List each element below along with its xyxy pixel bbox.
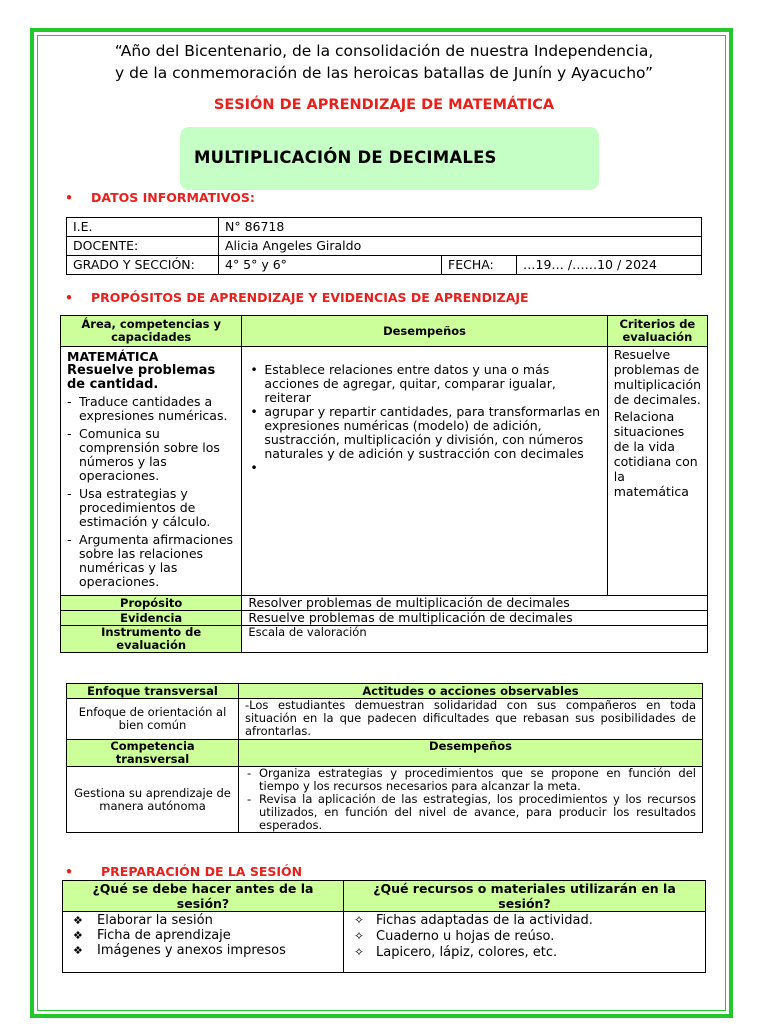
preparacion-heading [65,864,303,879]
col-recursos: ¿Qué recursos o materiales utilizarán en la sesión? [344,881,706,912]
actitud-text: -Los estudiantes demuestran solidaridad con sus compañeros en toda situación en la que padecen dificultades que rebasan sus posibilidades de afrontarlas. [239,699,703,740]
list-item: - Revisa la aplicación de las estrategias, los procedimientos y los recursos utilizados, en función del nivel de avance, para producir los resultados esperados. [245,793,696,832]
ie-label: I.E. [67,218,219,237]
area-name: MATEMÁTICA [67,349,159,364]
list-item: • Establece relaciones entre datos y una o más acciones de agregar, quitar, comparar igualar, reiterar [248,363,600,405]
motto-line-1: “Año del Bicentenario, de la consolidación de nuestra Independencia, [114,42,654,60]
proposito-label: Propósito [61,596,242,611]
criterios-cell [607,347,707,596]
datos-heading [65,190,255,205]
fecha-value: …19… /……10 / 2024 [517,256,702,275]
list-item: - Organiza estrategias y procedimientos que se propone en función del tiempo y los recursos necesarios para alcanzar la meta. [245,767,696,793]
desempenos-list [248,363,600,461]
docente-label: DOCENTE: [67,237,219,256]
list-item: ❖ Elaborar la sesión [69,913,337,928]
col-desempenos: Desempeños [242,316,607,347]
recursos-list [350,913,699,960]
instrumento-value: Escala de valoración [242,626,708,653]
list-item: • agrupar y repartir cantidades, para transformarlas en expresiones numéricas (modelo) de adición, sustracción, multiplicación y división, con números naturales y de adición y sustracción con decimales [248,405,600,461]
fecha-label: FECHA: [442,256,517,275]
list-item: ✧ Fichas adaptadas de la actividad. [350,913,699,928]
preparacion-table [62,880,706,973]
preparacion-heading-text: PREPARACIÓN DE LA SESIÓN [101,864,303,879]
list-item: - Argumenta afirmaciones sobre las relaciones numéricas y las operaciones. [67,533,235,589]
grado-value: 4° 5° y 6° [219,256,442,275]
list-item: ✧ Cuaderno u hojas de reúso. [350,929,699,944]
bullet-icon: • [65,864,73,879]
col-competencia: Competencia transversal [67,740,239,767]
desempenos-cell [242,347,607,596]
list-item: - Comunica su comprensión sobre los números y las operaciones. [67,427,235,483]
competencia-name-t: Gestiona su aprendizaje de manera autónoma [67,767,239,833]
col-criterios: Criterios de evaluación [607,316,707,347]
evidencia-label: Evidencia [61,611,242,626]
motto-line-2: y de la conmemoración de las heroicas batallas de Junín y Ayacucho” [114,64,653,82]
col-antes: ¿Qué se debe hacer antes de la sesión? [63,881,344,912]
area-cell [61,347,242,596]
propositos-heading-text: PROPÓSITOS DE APRENDIZAJE Y EVIDENCIAS DE APRENDIZAJE [91,290,529,305]
proposito-value: Resolver problemas de multiplicación de decimales [242,596,708,611]
datos-table [66,217,702,275]
col-enfoque: Enfoque transversal [67,684,239,699]
criterio-2: Relaciona situaciones de la vida cotidiana con la matemática [613,409,698,499]
list-item: - Usa estrategias y procedimientos de estimación y cálculo. [67,487,235,529]
criterio-1: Resuelve problemas de multiplicación de decimales. [613,347,702,407]
enfoque-name: Enfoque de orientación al bien común [67,699,239,740]
propositos-heading [65,290,529,305]
instrumento-label: Instrumento de evaluación [61,626,242,653]
capacidades-list [67,395,235,589]
enfoque-table [66,683,703,833]
bullet-icon: • [65,290,73,305]
list-item: ❖ Ficha de aprendizaje [69,928,337,943]
col-desempenos-t: Desempeños [239,740,703,767]
desempenos-t-cell [239,767,703,833]
competencia-name: Resuelve problemas de cantidad. [67,363,216,392]
list-item: ❖ Imágenes y anexos impresos [69,943,337,958]
antes-cell [63,912,344,973]
topic-title: MULTIPLICACIÓN DE DECIMALES [194,148,497,167]
col-actitudes: Actitudes o acciones observables [239,684,703,699]
grado-label: GRADO Y SECCIÓN: [67,256,219,275]
list-item: - Traduce cantidades a expresiones numéricas. [67,395,235,423]
antes-list [69,913,337,958]
ie-value: N° 86718 [219,218,702,237]
list-item: ✧ Lapicero, lápiz, colores, etc. [350,945,699,960]
col-area: Área, competencias y capacidades [61,316,242,347]
propositos-table [60,315,708,653]
bullet-icon: • [65,190,73,205]
desempenos-t-list [245,767,696,832]
docente-value: Alicia Angeles Giraldo [219,237,702,256]
recursos-cell [344,912,706,973]
session-title: SESIÓN DE APRENDIZAJE DE MATEMÁTICA [213,97,555,113]
evidencia-value: Resuelve problemas de multiplicación de decimales [242,611,708,626]
datos-heading-text: DATOS INFORMATIVOS: [91,190,255,205]
